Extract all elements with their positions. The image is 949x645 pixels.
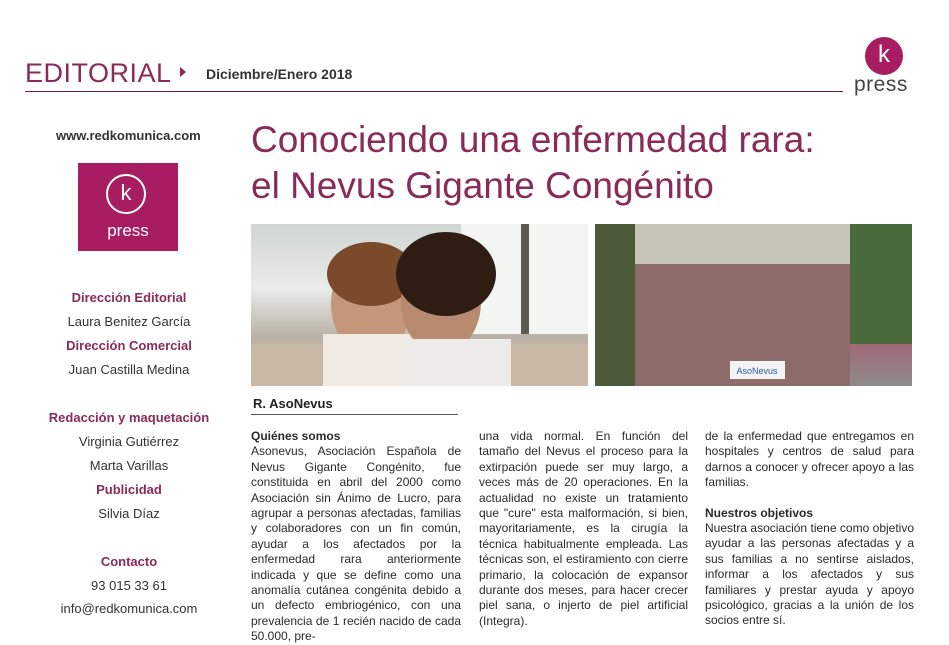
article-headline bbox=[251, 117, 941, 209]
contact-email[interactable]: info@redkomunica.com bbox=[60, 601, 198, 616]
credit-value-comercial: Juan Castilla Medina bbox=[68, 362, 190, 377]
headline-line-1: Conociendo una enfermedad rara: bbox=[251, 119, 815, 160]
sidebar-logo-k: k bbox=[120, 180, 132, 205]
headline-line-2: el Nevus Gigante Congénito bbox=[251, 165, 714, 206]
article-byline: R. AsoNevus bbox=[253, 396, 333, 411]
column-3-text-2: Nuestra asociación tiene como objetivo ayudar a las personas afectadas y a sus familias a no sentirse aislados, informar a los afectados y sus familiares y prestar ayuda y apoyo psicológico, gracias a la unión de los socios entre sí. bbox=[705, 521, 914, 628]
article-column-1 bbox=[251, 429, 461, 645]
chevron-right-icon bbox=[180, 67, 186, 77]
subhead-objetivos: Nuestros objetivos bbox=[705, 505, 814, 520]
header-divider bbox=[25, 91, 843, 92]
contact-phone[interactable]: 93 015 33 61 bbox=[91, 578, 167, 593]
byline-divider bbox=[251, 414, 458, 415]
photo-group bbox=[595, 224, 912, 386]
credit-value-editorial: Laura Benitez García bbox=[67, 314, 191, 329]
credit-label-publicidad: Publicidad bbox=[96, 482, 162, 497]
section-title: EDITORIAL bbox=[25, 58, 172, 88]
logo-k-letter: k bbox=[878, 41, 890, 68]
article-column-3 bbox=[705, 429, 914, 629]
column-1-text: Asonevus, Asociación Española de Nevus Gigante Congénito, fue constituida en abril del 2000 como Asociación sin Ánimo de Lucro, para agrupar a personas afectadas, familias y colaboradores con un fin común, ayudar a los afectados por la enfermedad rara anteriormente indicada y que se define como una anomalía cutánea congénita debido a un defecto embriogénico, con una prevalencia de 1 recién nacido de cada 50.000, pre- bbox=[251, 444, 461, 644]
credit-label-redaccion: Redacción y maquetación bbox=[48, 410, 210, 425]
website-link[interactable]: www.redkomunica.com bbox=[56, 128, 201, 143]
issue-date: Diciembre/Enero 2018 bbox=[206, 66, 353, 82]
column-3-text: de la enfermedad que entregamos en hospitales y centros de salud para darnos a conocer y ofrecer apoyo a las familias. bbox=[705, 429, 914, 490]
credit-value-redaccion-1: Virginia Gutiérrez bbox=[78, 434, 180, 449]
contact-label: Contacto bbox=[100, 554, 158, 569]
credit-label-comercial: Dirección Comercial bbox=[66, 338, 192, 353]
credit-label-editorial: Dirección Editorial bbox=[71, 290, 187, 305]
subhead-quienes-somos: Quiénes somos bbox=[251, 429, 341, 443]
photo-group-illustration bbox=[595, 224, 912, 386]
photo-girls-illustration bbox=[251, 224, 588, 386]
credit-value-redaccion-2: Marta Varillas bbox=[89, 458, 169, 473]
group-banner-text: AsoNevus bbox=[736, 366, 778, 376]
column-2-text: una vida normal. En función del tamaño del Nevus el proceso para la extirpación puede ser muy largo, a veces más de 20 operaciones. En la actualidad no existe un tratamiento que "cure" esta malformación, si bien, mayoritariamente, es la cirugía la técnica habitualmente empleada. Las técnicas son, el estiramiento con cierre primario, la colocación de expansor durante dos meses, para hacer crecer piel sana, o injerto de piel artificial (Integra). bbox=[479, 429, 688, 628]
photo-two-girls bbox=[251, 224, 588, 386]
credit-value-publicidad: Silvia Díaz bbox=[98, 506, 160, 521]
article-column-2 bbox=[479, 429, 688, 629]
sidebar-logo-press: press bbox=[107, 221, 149, 240]
logo-press-text: press bbox=[854, 73, 908, 96]
